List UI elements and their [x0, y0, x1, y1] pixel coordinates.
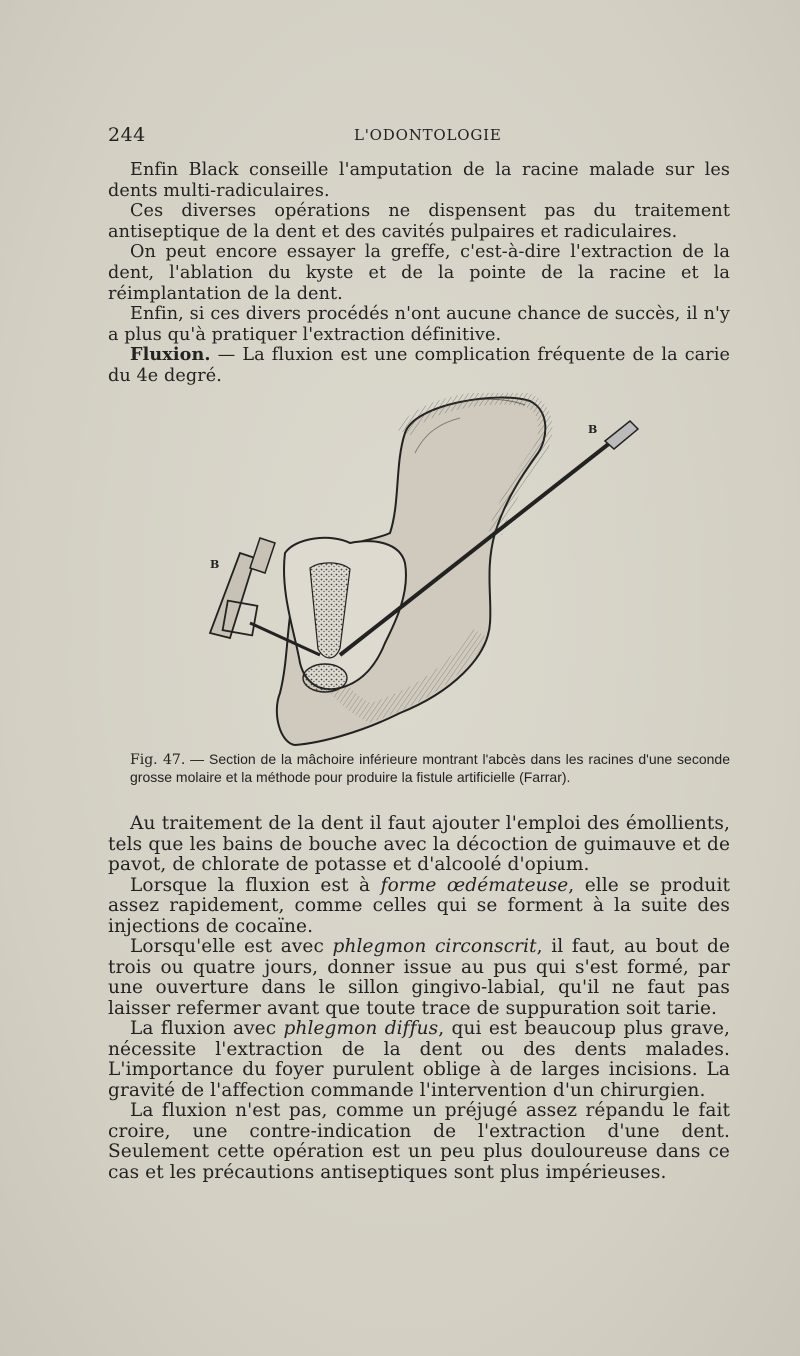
paragraph-oedemateuse	[108, 876, 730, 938]
figure-caption	[130, 751, 730, 786]
page-header	[108, 124, 728, 150]
caption-label: Fig. 47.	[130, 752, 186, 768]
paragraph-diffus	[108, 1019, 730, 1101]
fluxion-paragraph	[108, 345, 730, 386]
text-block-bottom	[108, 814, 730, 1183]
text-block-top	[108, 160, 730, 387]
paragraph: Au traitement de la dent il faut ajouter l'emploi des émollients, tels que les bains de bouche avec la décoction de guimauve et de pavot, de chlorate de potasse et d'alcoolé d'opium.	[108, 813, 730, 875]
text-run: , il faut, au bout de trois ou quatre jours, donner issue au pus qui s'est formé, par une ouverture dans le sillon gingivo-labial, qu'il ne faut pas laisser refermer avant que toute trace de suppuration soit tarie.	[108, 936, 731, 1019]
running-head: L'ODONTOLOGIE	[354, 126, 502, 144]
fluxion-text: — La fluxion est une complication fréquente de la carie du 4e degré.	[108, 345, 730, 386]
text-run: La fluxion avec	[130, 1018, 284, 1039]
section-term: Fluxion.	[130, 344, 211, 366]
page-number: 244	[108, 124, 146, 146]
figure-label-b-left: B	[210, 558, 220, 571]
abscess	[303, 664, 347, 692]
paragraph: Enfin Black conseille l'amputation de la racine malade sur les dents multi-radiculaires.	[108, 160, 730, 201]
italic-term: phlegmon diffus	[283, 1018, 439, 1039]
figure-label-b: B	[588, 423, 598, 436]
italic-term: phlegmon circonscrit	[332, 936, 537, 957]
italic-term: forme œdémateuse	[380, 874, 569, 896]
caption-text: — Section de la mâchoire inférieure montrant l'abcès dans les racines d'une seconde grosse molaire et la méthode pour produire la fistule artificielle (Farrar).	[130, 751, 730, 785]
figure-illustration	[200, 393, 645, 753]
paragraph-circonscrit	[108, 937, 730, 1019]
paragraph: On peut encore essayer la greffe, c'est-à-dire l'extraction de la dent, l'ablation du kyste et de la pointe de la racine et la réimplantation de la dent.	[108, 242, 730, 304]
text-run: Lorsqu'elle est avec	[130, 936, 333, 957]
text-run: Lorsque la fluxion est à	[130, 874, 381, 896]
paragraph: La fluxion n'est pas, comme un préjugé assez répandu le fait croire, une contre-indication de l'extraction d'une dent. Seulement cette opération est un peu plus douloureuse dans ce cas et les précautions antiseptiques sont plus impérieuses.	[108, 1100, 730, 1183]
paragraph: Ces diverses opérations ne dispensent pas du traitement antiseptique de la dent et des cavités pulpaires et radiculaires.	[108, 201, 730, 242]
text-run: , elle se produit assez rapidement, comme celles qui se forment à la suite des injections de cocaïne.	[108, 874, 730, 937]
jaw-section-drawing	[200, 393, 645, 753]
paragraph: Enfin, si ces divers procédés n'ont aucune chance de succès, il n'y a plus qu'à pratiquer l'extraction définitive.	[108, 304, 730, 345]
text-run: , qui est beaucoup plus grave, nécessite l'extraction de la dent ou des dents malades. L'importance du foyer purulent oblige à de larges incisions. La gravité de l'affection commande l'intervention d'un chirurgien.	[108, 1018, 730, 1101]
